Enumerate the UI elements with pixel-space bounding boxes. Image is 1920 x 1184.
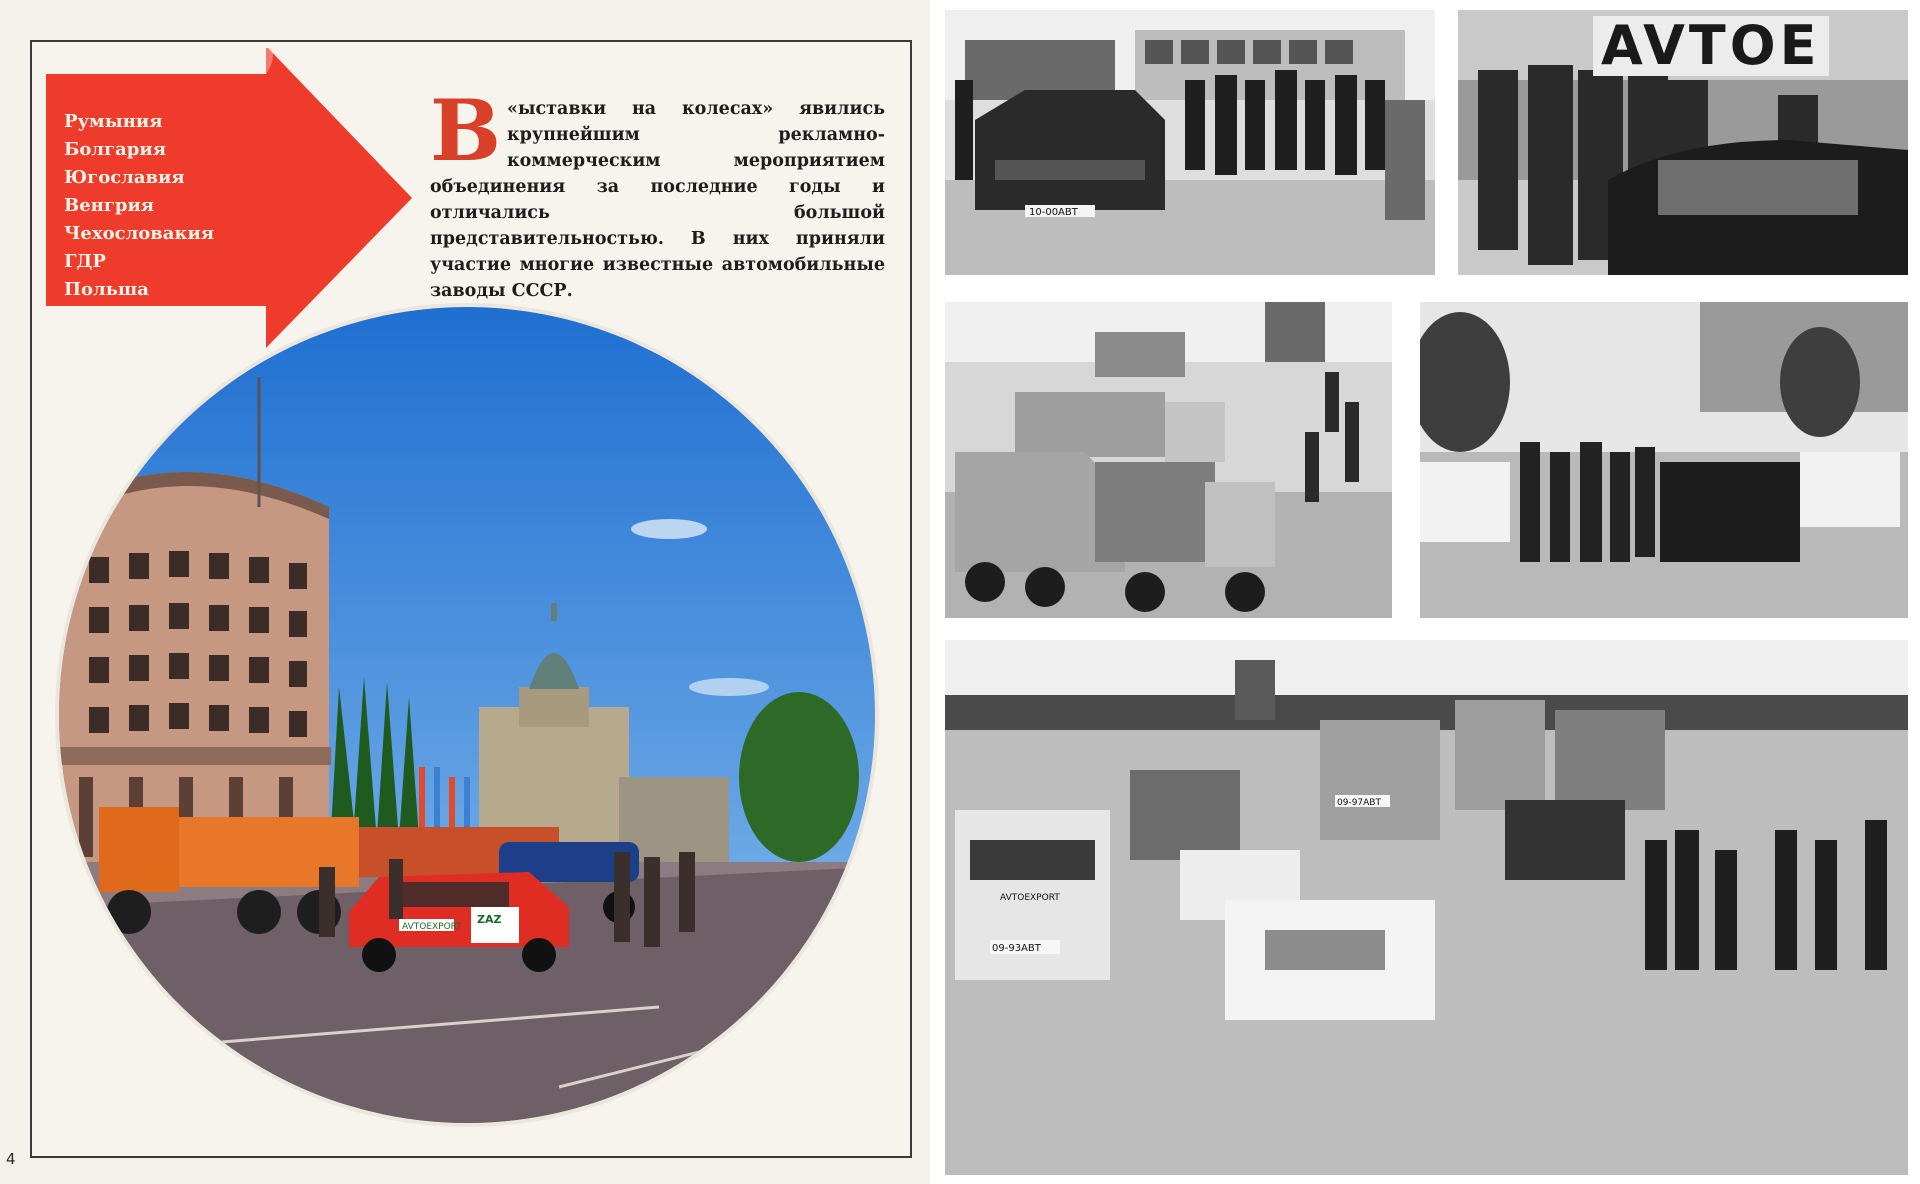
van-label: AVTOEXPORT [1000, 893, 1060, 903]
intro-text: «ыставки на колесах» явились крупнейшим рекламно-коммерческим мероприятием объединения за последние годы и отличались большой представительностью. В них приняли участие многие известные автомобильные заводы СССР. [430, 99, 885, 301]
photo-trucks [945, 302, 1392, 618]
page-number: 4 [6, 1150, 16, 1168]
country-item: Чехословакия [64, 223, 215, 244]
car-label-avtoexport: AVTOEXPORT [402, 922, 462, 932]
photo-cars-street [1420, 302, 1908, 618]
country-item: Польша [64, 279, 149, 300]
avtoe-sign: AVTOE [1593, 16, 1829, 76]
country-item: ГДР [64, 251, 106, 272]
photo-vehicle-lot [945, 640, 1908, 1175]
country-item: Югославия [64, 167, 185, 188]
intro-paragraph [430, 81, 885, 304]
photo-sedan-crowd [945, 10, 1435, 275]
country-list [64, 108, 214, 304]
left-page [0, 0, 930, 1184]
circular-color-photo [55, 303, 879, 1127]
belgrade-square-illustration [59, 307, 875, 1123]
plate-09-97: 09-97АВТ [1337, 798, 1381, 808]
plate-09-93: 09-93АВТ [992, 943, 1041, 954]
country-item: Румыния [64, 111, 163, 132]
photo-avtoexport-sign [1458, 10, 1908, 275]
country-item: Венгрия [64, 195, 155, 216]
plate-10-00: 10-00АВТ [1029, 207, 1078, 218]
country-item: Болгария [64, 139, 167, 160]
drop-cap: В [430, 81, 501, 180]
car-label-zaz: ZAZ [477, 913, 502, 926]
